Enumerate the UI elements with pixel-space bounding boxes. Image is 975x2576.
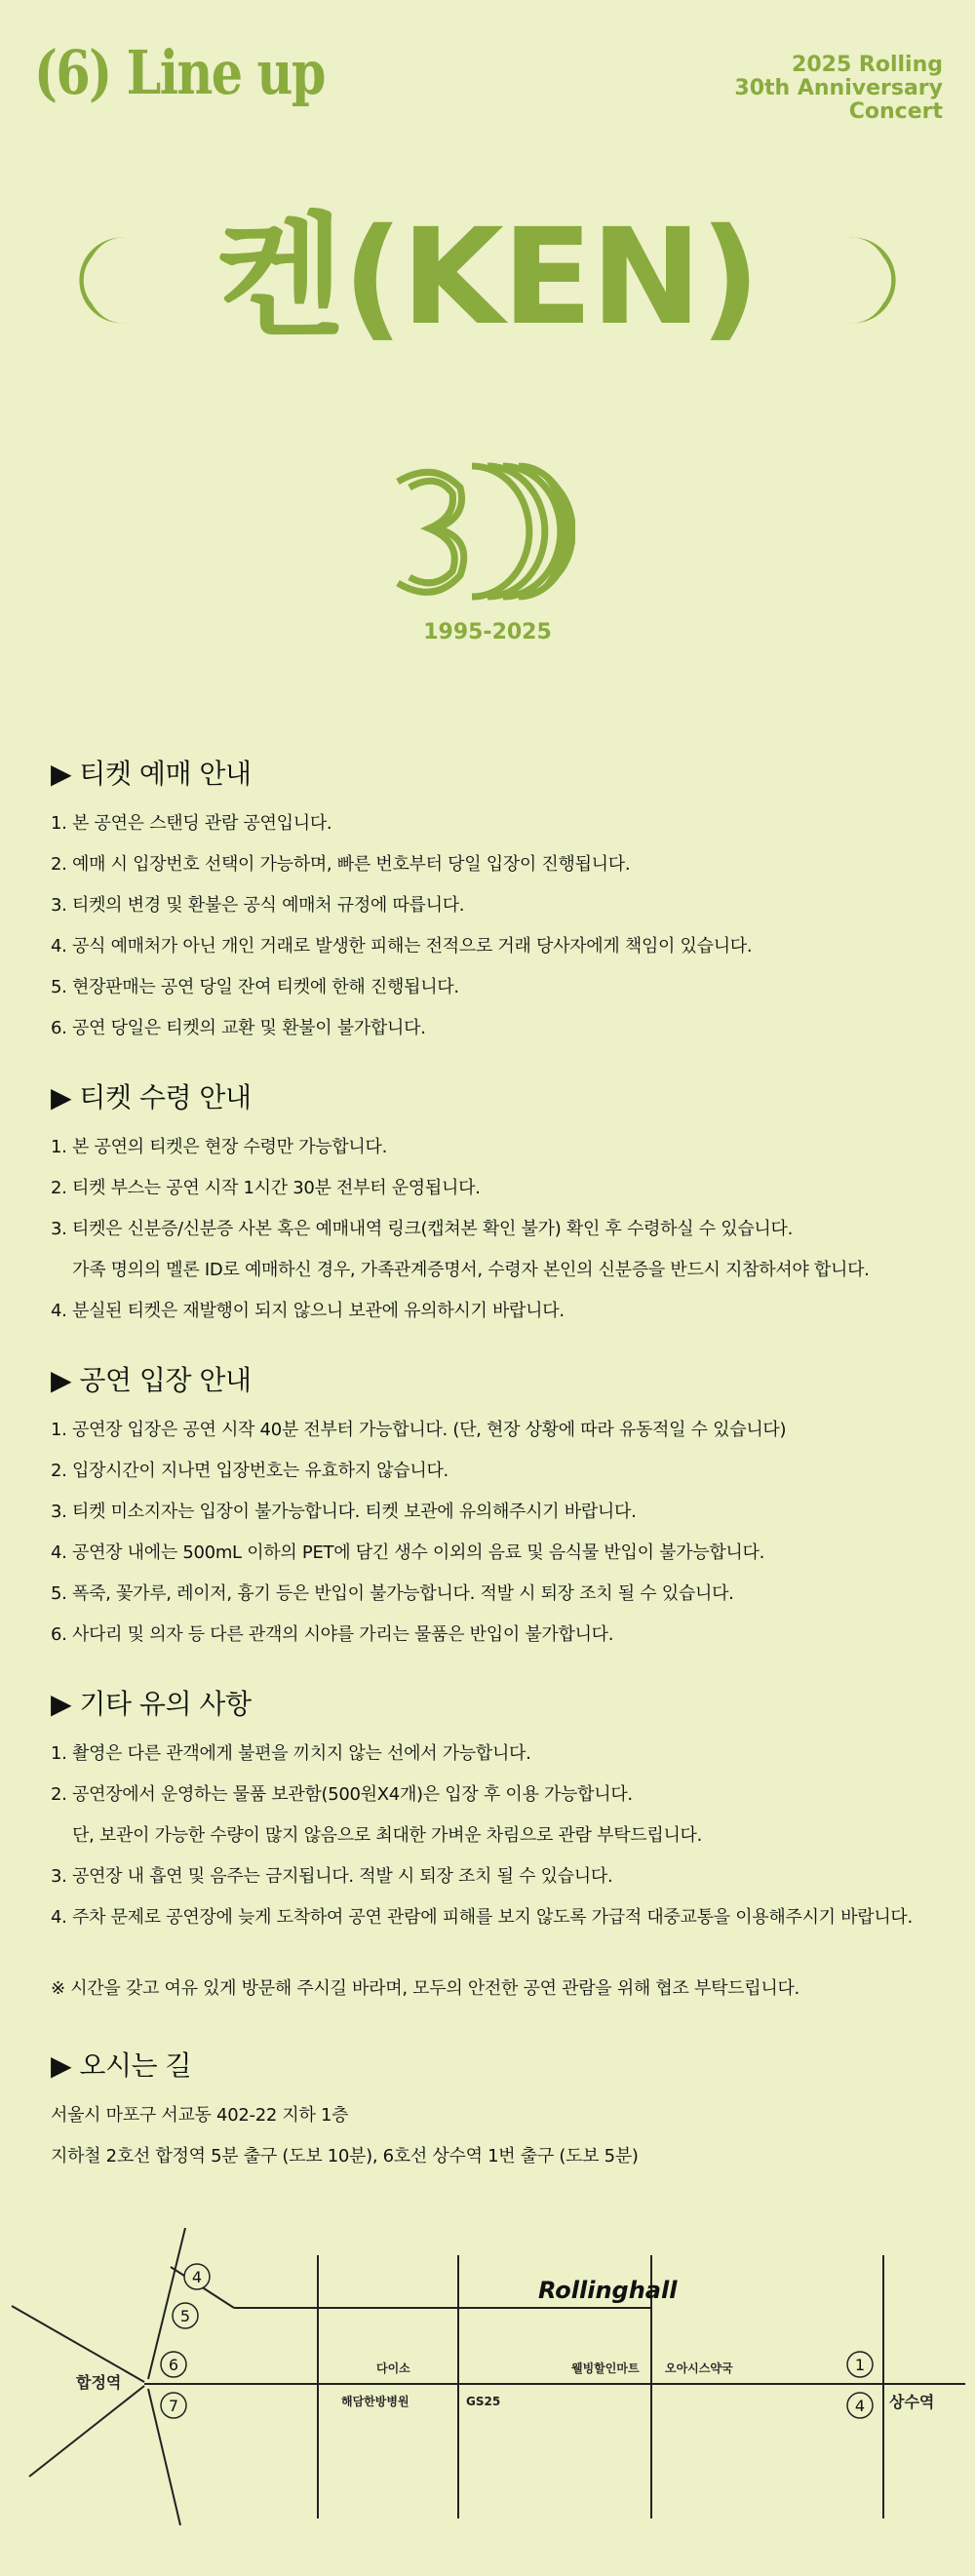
transit-line: 지하철 2호선 합정역 5분 출구 (도보 10분), 6호선 상수역 1번 출구 (도보 5분) xyxy=(51,2146,639,2166)
section-title: ▶ 티켓 예매 안내 xyxy=(51,758,252,790)
list-item: 4. 공식 예매처가 아닌 개인 거래로 발생한 피해는 전적으로 거래 당사자에게 책임이 있습니다. xyxy=(51,936,753,956)
list-item: 2. 티켓 부스는 공연 시작 1시간 30분 전부터 운영됩니다. xyxy=(51,1178,481,1198)
list-item: 4. 분실된 티켓은 재발행이 되지 않으니 보관에 유의하시기 바랍니다. xyxy=(51,1301,565,1321)
list-item: 2. 입장시간이 지나면 입장번호는 유효하지 않습니다. xyxy=(51,1461,448,1481)
list-item: 3. 티켓은 신분증/신분증 사본 혹은 예매내역 링크(캡쳐본 확인 불가) 확인 후 수령하실 수 있습니다. xyxy=(51,1219,794,1239)
list-item: 3. 티켓의 변경 및 환불은 공식 예매처 규정에 따릅니다. xyxy=(51,895,465,916)
anniversary-years: 1995-2025 xyxy=(423,620,552,644)
list-item: 5. 현장판매는 공연 당일 잔여 티켓에 한해 진행됩니다. xyxy=(51,977,459,997)
list-item: 가족 명의의 멜론 ID로 예매하신 경우, 가족관계증명서, 수령자 본인의 신분증을 반드시 지참하셔야 합니다. xyxy=(72,1260,870,1280)
exit-4-right: 4 xyxy=(854,2397,866,2415)
section-title: ▶ 공연 입장 안내 xyxy=(51,1364,252,1396)
notice-text: ※ 시간을 갖고 여유 있게 방문해 주시길 바라며, 모두의 안전한 공연 관람을 위해 협조 부탁드립니다. xyxy=(51,1978,800,1999)
exit-5: 5 xyxy=(179,2307,191,2325)
artist-name: 켄(KEN) xyxy=(216,201,759,355)
list-item: 단, 보관이 가능한 수량이 많지 않음으로 최대한 가벼운 차림으로 관람 부탁드립니다. xyxy=(72,1825,703,1846)
exit-7: 7 xyxy=(168,2397,179,2415)
list-item: 6. 공연 당일은 티켓의 교환 및 환불이 불가합니다. xyxy=(51,1018,426,1038)
concert-title xyxy=(689,54,943,124)
list-item: 5. 폭죽, 꽃가루, 레이저, 흉기 등은 반입이 불가능합니다. 적발 시 퇴장 조치 될 수 있습니다. xyxy=(51,1583,734,1604)
list-item: 1. 본 공연의 티켓은 현장 수령만 가능합니다. xyxy=(51,1137,388,1157)
anniversary-30-logo xyxy=(390,458,575,605)
label-gs25: GS25 xyxy=(466,2395,501,2408)
list-item: 4. 주차 문제로 공연장에 늦게 도착하여 공연 관람에 피해를 보지 않도록 가급적 대중교통을 이용해주시기 바랍니다. xyxy=(51,1907,913,1928)
venue-label: Rollinghall xyxy=(538,2277,678,2304)
list-item: 4. 공연장 내에는 500mL 이하의 PET에 담긴 생수 이외의 음료 및 음식물 반입이 불가능합니다. xyxy=(51,1542,765,1563)
list-item: 3. 공연장 내 흡연 및 음주는 금지됩니다. 적발 시 퇴장 조치 될 수 있습니다. xyxy=(51,1866,613,1887)
exit-1-right: 1 xyxy=(854,2356,866,2374)
list-item: 6. 사다리 및 의자 등 다른 관객의 시야를 가리는 물품은 반입이 불가합니다. xyxy=(51,1624,614,1645)
ticket-pickup-section xyxy=(51,1080,948,1332)
list-item: 1. 공연장 입장은 공연 시작 40분 전부터 가능합니다. (단, 현장 상황에 따라 유동적일 수 있습니다) xyxy=(51,1420,787,1440)
exit-6: 6 xyxy=(168,2356,179,2374)
address-line: 서울시 마포구 서교동 402-22 지하 1층 xyxy=(51,2105,349,2126)
concert-title-line3: Concert xyxy=(848,99,943,124)
crescent-moon-right-icon xyxy=(837,234,915,327)
list-item: 2. 공연장에서 운영하는 물품 보관함(500원X4개)은 입장 후 이용 가능합니다. xyxy=(51,1784,633,1805)
station-hapjeong: 합정역 xyxy=(76,2373,122,2392)
exit-4-left: 4 xyxy=(191,2268,203,2286)
label-pharmacy: 오아시스약국 xyxy=(665,2361,733,2375)
label-mart: 웰빙할인마트 xyxy=(571,2361,640,2375)
ticket-booking-section xyxy=(51,757,948,1049)
label-hospital: 해담한방병원 xyxy=(341,2395,410,2408)
list-item: 3. 티켓 미소지자는 입장이 불가능합니다. 티켓 보관에 유의해주시기 바랍니다. xyxy=(51,1502,637,1522)
concert-title-line1: 2025 Rolling xyxy=(792,53,943,77)
label-daiso: 다이소 xyxy=(376,2361,410,2375)
station-sangsu: 상수역 xyxy=(889,2393,935,2411)
artist-banner xyxy=(0,201,975,355)
location-map xyxy=(0,2228,975,2540)
directions-section xyxy=(51,2049,948,2177)
other-notes-section xyxy=(51,1687,948,1938)
list-item: 1. 본 공연은 스탠딩 관람 공연입니다. xyxy=(51,813,332,834)
list-item: 2. 예매 시 입장번호 선택이 가능하며, 빠른 번호부터 당일 입장이 진행됩니다. xyxy=(51,854,631,875)
concert-title-line2: 30th Anniversary xyxy=(734,76,943,100)
section-title: ▶ 티켓 수령 안내 xyxy=(51,1081,252,1113)
lineup-title: (6) Line up xyxy=(34,37,325,108)
section-title: ▶ 기타 유의 사항 xyxy=(51,1688,252,1720)
entry-section xyxy=(51,1363,948,1656)
list-item: 1. 촬영은 다른 관객에게 불편을 끼치지 않는 선에서 가능합니다. xyxy=(51,1743,531,1764)
section-title: ▶ 오시는 길 xyxy=(51,2049,192,2082)
